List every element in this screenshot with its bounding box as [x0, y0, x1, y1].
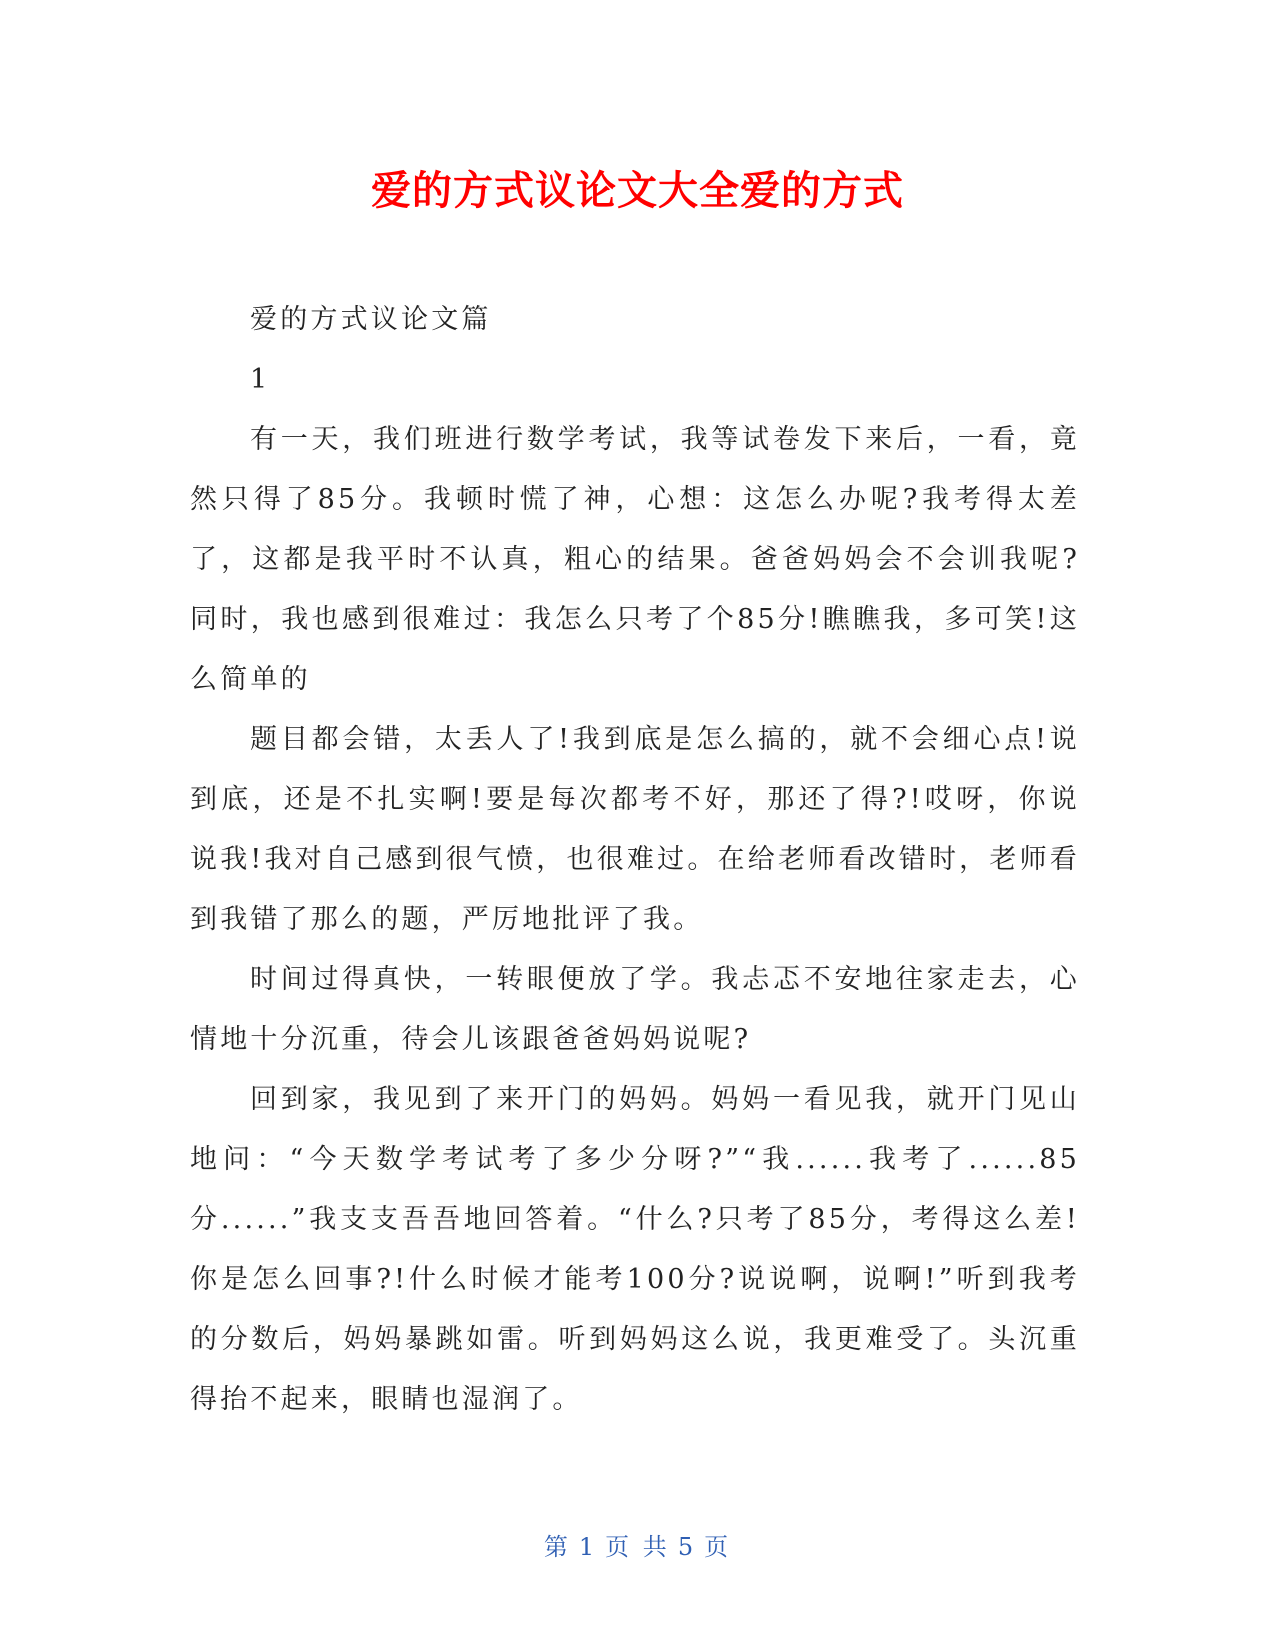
- paragraph-heading: 爱的方式议论文篇: [250, 304, 492, 335]
- footer-page-suffix: 页: [704, 1533, 732, 1561]
- paragraph-number: 1: [250, 364, 271, 395]
- paragraph-4: 回到家，我见到了来开门的妈妈。妈妈一看见我，就开门见山地问：“今天数学考试考了多少分呀?”“我......我考了......85分......”我支支吾吾地回答着。“什么?只考了85分，考得这么差!你是怎么回事?!什么时候才能考100分?说说啊，说啊!”听到我考的分数后，妈妈暴跳如雷。听到妈妈这么说，我更难受了。头沉重得抬不起来，眼睛也湿润了。: [190, 1084, 1080, 1415]
- document-title: 爱的方式议论文大全爱的方式: [371, 168, 904, 214]
- footer-page-mid: 页 共: [605, 1533, 670, 1561]
- footer-total-pages: 5: [677, 1533, 697, 1561]
- document-body: [190, 290, 1080, 1430]
- paragraph-1: 有一天，我们班进行数学考试，我等试卷发下来后，一看，竟然只得了85分。我顿时慌了神，心想：这怎么办呢?我考得太差了，这都是我平时不认真，粗心的结果。爸爸妈妈会不会训我呢?同时，我也感到很难过：我怎么只考了个85分!瞧瞧我，多可笑!这么简单的: [190, 424, 1080, 695]
- page-footer: [0, 1531, 1275, 1563]
- footer-current-page: 1: [578, 1533, 598, 1561]
- footer-page-prefix: 第: [543, 1533, 571, 1561]
- paragraph-2: 题目都会错，太丢人了!我到底是怎么搞的，就不会细心点!说到底，还是不扎实啊!要是每次都考不好，那还了得?!哎呀，你说说我!我对自己感到很气愤，也很难过。在给老师看改错时，老师看到我错了那么的题，严厉地批评了我。: [190, 724, 1080, 935]
- paragraph-3: 时间过得真快，一转眼便放了学。我忐忑不安地往家走去，心情地十分沉重，待会儿该跟爸爸妈妈说呢?: [190, 964, 1080, 1055]
